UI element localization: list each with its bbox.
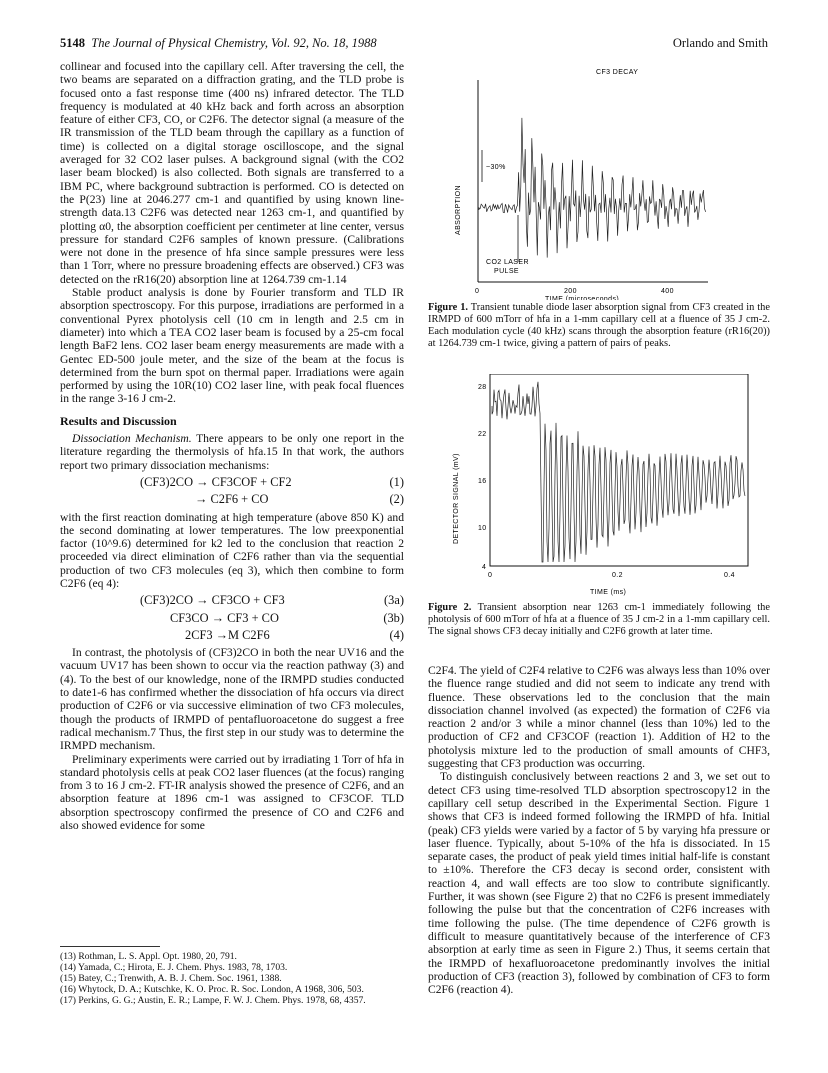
x-tick-label: 0.4 bbox=[724, 572, 735, 579]
journal-title: The Journal of Physical Chemistry, Vol. 92, No. 18, 1988 bbox=[91, 36, 377, 50]
x-tick-label: 0 bbox=[475, 288, 480, 295]
y-tick-label: 16 bbox=[478, 478, 487, 485]
reference-item: (16) Whytock, D. A.; Kutschke, K. O. Proc. R. Soc. London, A 1968, 306, 503. bbox=[60, 984, 364, 995]
equation-1: (CF3)2CO → CF3COF + CF2 (1) bbox=[140, 474, 404, 489]
paragraph: In contrast, the photolysis of (CF3)2CO in both the near UV16 and the vacuum UV17 has been shown to occur via the reaction pathway (3) and (4). To the best of our knowledge, none of the IRMPD studies conducted to date1-6 has confirmed whether the dissociation of hfa occurs via direct production of C2F6 or via successive elimination of two CF3 molecules, though the products of IRMPD of pentafluoroacetone do suggest a free radical mechanism.7 Thus, the first step in our study was to determine the IRMPD mechanism. bbox=[60, 646, 404, 753]
paragraph: C2F4. The yield of C2F4 relative to C2F6 was always less than 10% over the fluence range studied and did not seem to indicate any trend with fluence. These observations led to the conclusion that the main dissociation channel involved (as expected) the formation of C2F6 via reaction 2 and/or 3 while a minor channel (less than 10%) led to the production of CF2 and CF3COF (reaction 1). Addition of H2 to the photolysis mixture led to the production of small amounts of CHF3, suggesting that CF3 production was occurring. bbox=[428, 664, 770, 771]
reference-item: (17) Perkins, G. G.; Austin, E. R.; Lampe, F. W. J. Chem. Phys. 1978, 68, 4357. bbox=[60, 995, 366, 1006]
running-header bbox=[60, 36, 768, 54]
figure-2 bbox=[440, 374, 760, 600]
paragraph: with the first reaction dominating at high temperature (above 850 K) and the second dominating at lower temperatures. The low preexponential factor (10^9.6) determined for k2 led to the conclusion that reaction 2 proceeded via direct elimination of C2F6 rather than via the sequential production of two CF3 molecules (eq 3), which then combine to form C2F6 (eq 4): bbox=[60, 510, 404, 590]
y-axis-label: DETECTOR SIGNAL (mV) bbox=[453, 453, 460, 544]
figure-1-plot bbox=[448, 60, 748, 300]
y-tick-label: 10 bbox=[478, 525, 487, 532]
figure-1 bbox=[448, 60, 748, 300]
plot-frame bbox=[490, 374, 748, 566]
x-tick-label: 400 bbox=[661, 288, 674, 295]
equation-3b: CF3CO → CF3 + CO (3b) bbox=[170, 610, 404, 625]
paragraph: collinear and focused into the capillary cell. After traversing the cell, the two beams are separated on a diffraction grating, and the TLD probe is focused onto a fast response time (400 ns) infrared detector. The TLD frequency is modulated at 40 kHz back and forth across an absorption feature of either CF3, CO, or C2F6. The detector signal (a measure of the IR transmission of the TLD beam through the capillary as a function of time) is collected on a digital storage oscilloscope, and the signal averaged for 32 CO2 laser pulses. A background signal (with the CO2 laser beam blocked) is also collected. Both signals are transferred to a IBM PC, where background subtraction is performed. CO is detected on the P(23) line at 2046.277 cm-1 and quantified by using known line-strength data.13 C2F6 was detected near 1263 cm-1, and quantified by plotting α0, the absorption coefficient per centimeter at line center, versus pressure for standard C2F6 samples of known pressure. (Calibrations were not done in the presence of hfa since sample pressures were less than 1 Torr, where no pressure broadening effects are observed.) CF3 was detected on the rR16(20) absorption line at 1264.739 cm-1.14 bbox=[60, 60, 404, 286]
paragraph: To distinguish conclusively between reactions 2 and 3, we set out to detect CF3 using time-resolved TLD absorption spectroscopy12 in the capillary cell setup described in the Experimental Section. Figure 1 shows that CF3 is indeed formed following the IRMPD of hfa. Initial (peak) CF3 yields were varied by a factor of 5 by varying hfa pressure or laser fluence. Typically, about 5-10% of the hfa is dissociated. In 15 separate cases, the product of peak yield times initial half-life is constant to ±10%. Therefore the CF3 decay is second order, consistent with reaction 4, and wall effects are too slow to contribute significantly. Further, it was shown (see Figure 2) that no C2F6 is present immediately following the pulse but that the concentration of C2F6 increases with time following the pulse. (The time dependence of C2F6 growth is difficult to measure quantitatively because of the interference of CF3 absorption at early time as seen in Figure 2.) Thus, it seems certain that the IRMPD of hexafluoroacetone predominantly involves the initial production of CF3 (reaction 3), followed by combination of CF3 to form C2F6 (reaction 4). bbox=[428, 770, 770, 997]
equation-4: 2CF3 →M C2F6 (4) bbox=[185, 627, 404, 642]
x-tick-label: 0 bbox=[488, 572, 493, 579]
reference-item: (14) Yamada, C.; Hirota, E. J. Chem. Phys. 1983, 78, 1703. bbox=[60, 962, 288, 973]
figure-1-caption: Figure 1. Transient tunable diode laser absorption signal from CF3 created in the IRMPD of 600 mTorr of hfa in a 1-mm capillary cell at a fluence of 35 J cm-2. Each modulation cycle (40 kHz) scans through the absorption feature (rR16(20)) at 1264.739 cm-1 twice, giving a pattern of pairs of peaks. bbox=[428, 302, 770, 349]
pulse-label-1: CO2 LASER bbox=[486, 259, 529, 266]
author-names: Orlando and Smith bbox=[672, 36, 768, 50]
y-tick-label: 4 bbox=[482, 564, 487, 571]
figure-2-plot bbox=[440, 374, 760, 600]
x-axis-label: TIME (ms) bbox=[590, 589, 627, 596]
y-tick-label: 28 bbox=[478, 384, 487, 391]
paragraph: There appears to be only one report in the literature regarding the thermolysis of hfa.15 In that work, the authors report two primary dissociation mechanisms: bbox=[60, 432, 404, 472]
paragraph: Stable product analysis is done by Fourier transform and TLD IR absorption spectroscopy. For this purpose, irradiations are performed in a conventional Pyrex photolysis cell (10 cm in length and 2.5 cm in diameter) into which a TEA CO2 laser beam is focused by a 25-cm focal length BaF2 lens. CO2 laser beam energy measurements are made with a Gentec ED-500 joule meter, and the size of the beam at the focus is determined from the burn spot on thermal paper. Irradiations were again performed by using the 10R(10) CO2 laser line, with peak focal fluences in the range 3-16 J cm-2. bbox=[60, 286, 404, 406]
scale-label: ~30% bbox=[486, 164, 506, 171]
figure-1-title: CF3 DECAY bbox=[596, 69, 639, 76]
reference-item: (15) Batey, C.; Trenwith, A. B. J. Chem. Soc. 1961, 1388. bbox=[60, 973, 282, 984]
paragraph: Preliminary experiments were carried out by irradiating 1 Torr of hfa in standard photolysis cells at peak CO2 laser fluences (at the focus) ranging from 3 to 16 J cm-2. FT-IR analysis showed the presence of C2F6, and an absorption feature at 1896 cm-1 was assigned to CF3COF. TLD absorption spectroscopy confirmed the presence of CO and C2F6 and also showed evidence for some bbox=[60, 752, 404, 833]
x-axis-label: TIME (microseconds) bbox=[545, 296, 620, 300]
right-column bbox=[428, 664, 770, 996]
equation-2: → C2F6 + CO (2) bbox=[195, 492, 404, 507]
subsection-lead: Dissociation Mechanism. bbox=[72, 432, 192, 446]
reference-item: (13) Rothman, L. S. Appl. Opt. 1980, 20, 791. bbox=[60, 951, 237, 962]
detector-trace bbox=[492, 382, 745, 562]
y-tick-label: 22 bbox=[478, 431, 487, 438]
y-axis-label: ABSORPTION bbox=[455, 185, 462, 235]
equation-3a: (CF3)2CO → CF3CO + CF3 (3a) bbox=[140, 593, 404, 608]
x-tick-label: 0.2 bbox=[612, 572, 623, 579]
references bbox=[60, 946, 404, 1006]
page-number: 5148 bbox=[60, 36, 85, 50]
pulse-label-2: PULSE bbox=[494, 268, 519, 275]
figure-2-caption: Figure 2. Transient absorption near 1263 cm-1 immediately following the photolysis of 600 mTorr of hfa at a fluence of 35 J cm-2 in a 1-mm capillary cell. The signal shows CF3 decay initially and C2F6 growth at later time. bbox=[428, 602, 770, 637]
absorption-trace bbox=[479, 118, 706, 258]
left-column bbox=[60, 60, 404, 832]
x-tick-label: 200 bbox=[564, 288, 577, 295]
section-heading: Results and Discussion bbox=[60, 413, 177, 428]
divider bbox=[60, 946, 160, 947]
